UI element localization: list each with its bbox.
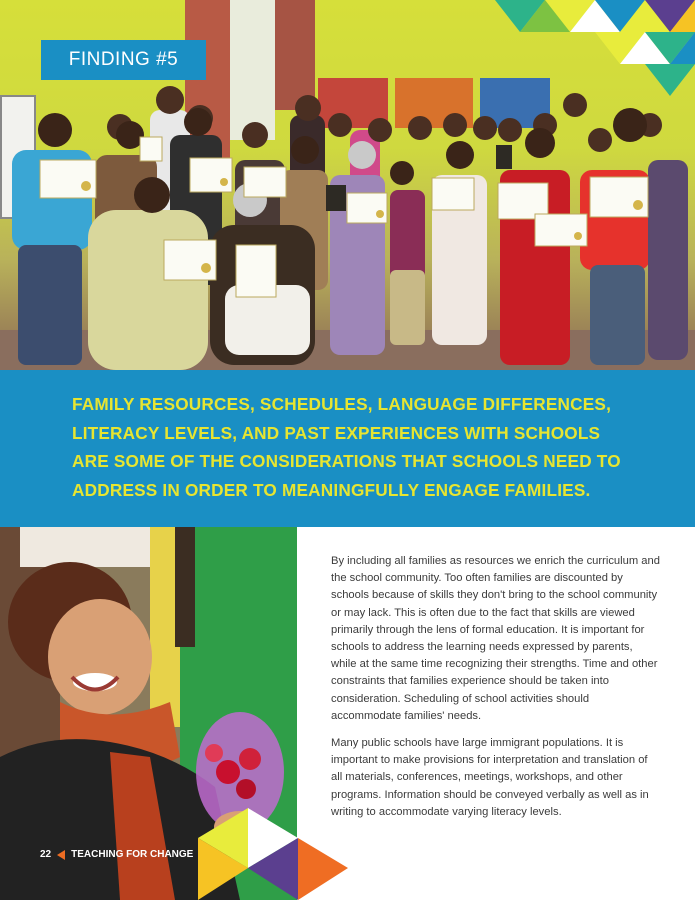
page-footer	[40, 849, 193, 860]
paragraph: Many public schools have large immigrant populations. It is important to make provisions for interpretation and translation of all materials, conferences, meetings, workshops, and other programs. Information should be conveyed verbally as well as in writing to accommodate varying literacy levels.	[331, 737, 649, 818]
page-number: 22	[40, 849, 52, 860]
publication-name: TEACHING FOR CHANGE	[71, 849, 194, 860]
triangle-left-icon	[57, 850, 65, 860]
headline-line: ARE SOME OF THE CONSIDERATIONS THAT SCHOOLS NEED TO	[72, 451, 621, 471]
headline	[72, 390, 652, 504]
geometric-ornament-bottom	[198, 808, 348, 900]
paragraph: By including all families as resources we enrich the curriculum and the school community. Too often families are discounted by schools because of skills they don't bring to the school community or may lack. This is often due to the fact that skills are viewed primarily through the lens of formal education. It is important for schools to address the learning needs expressed by parents, while at the same time recognizing their strengths. Time and other constraints that families experience should be taken into consideration. Scheduling of school activities should accommodate families' needs.	[331, 555, 660, 722]
headline-line: FAMILY RESOURCES, SCHEDULES, LANGUAGE DIFFERENCES,	[72, 394, 612, 414]
geometric-ornament	[495, 0, 695, 100]
body-text	[331, 553, 661, 831]
headline-line: ADDRESS IN ORDER TO MEANINGFULLY ENGAGE FAMILIES.	[72, 479, 591, 500]
headline-line: LITERACY LEVELS, AND PAST EXPERIENCES WITH SCHOOLS	[72, 422, 601, 443]
group-photo-certificates	[0, 0, 695, 370]
finding-label: FINDING #5	[41, 40, 206, 80]
